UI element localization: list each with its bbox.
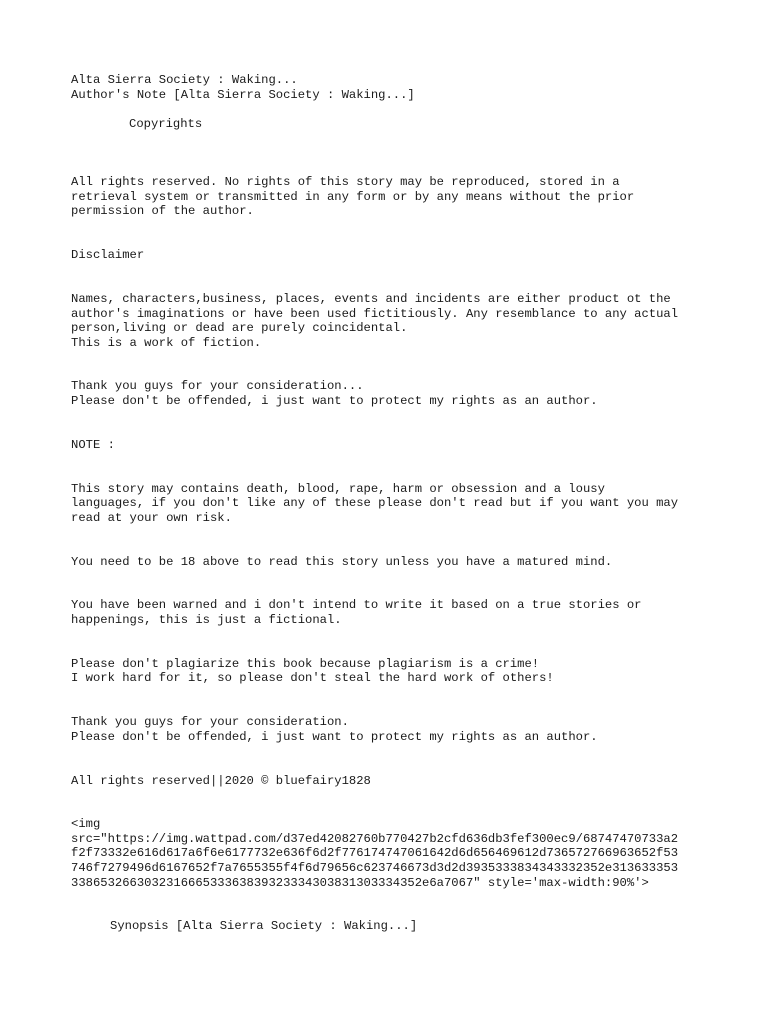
disclaimer-line: author's imaginations or have been used fictitiously. Any resemblance to any actual <box>71 306 679 321</box>
story-title: Alta Sierra Society : Waking... <box>71 73 298 87</box>
thanks-line: Thank you guys for your consideration. <box>71 715 349 730</box>
authors-note-title: Author's Note [Alta Sierra Society : Waking...] <box>71 87 415 102</box>
note-heading: NOTE : <box>71 437 115 452</box>
img-tag-line: src="https://img.wattpad.com/d37ed42082760b770427b2cfd636db3fef300ec9/68747470733a2 <box>71 831 679 846</box>
img-tag-line: <img <box>71 817 101 832</box>
note-line: read at your own risk. <box>71 510 232 525</box>
note-line: This story may contains death, blood, rape, harm or obsession and a lousy <box>71 481 605 496</box>
age-warning-line: You need to be 18 above to read this story unless you have a matured mind. <box>71 554 613 569</box>
plagiarism-line: Please don't plagiarize this book because plagiarism is a crime! <box>71 656 540 671</box>
copyright-line: permission of the author. <box>71 204 254 219</box>
disclaimer-heading: Disclaimer <box>71 248 145 263</box>
img-tag-line: f2f73332e616d617a6f6e6177732e636f6d2f776174747061642d6d656469612d736572766963652f53 <box>71 846 679 861</box>
copyright-line: retrieval system or transmitted in any form or by any means without the prior <box>71 189 635 204</box>
disclaimer-line: person,living or dead are purely coincidental. <box>71 321 408 336</box>
plagiarism-line: I work hard for it, so please don't steal the hard work of others! <box>71 671 554 686</box>
disclaimer-line: This is a work of fiction. <box>71 335 262 350</box>
note-line: languages, if you don't like any of these please don't read but if you want you may <box>71 496 679 511</box>
rights-line: All rights reserved||2020 © bluefairy1828 <box>71 773 371 788</box>
thanks-line: Thank you guys for your consideration... <box>71 379 364 394</box>
synopsis-heading: Synopsis [Alta Sierra Society : Waking...] <box>110 919 418 934</box>
warning-line: You have been warned and i don't intend to write it based on a true stories or <box>71 598 642 613</box>
document-page <box>71 73 711 934</box>
thanks-line: Please don't be offended, i just want to protect my rights as an author. <box>71 394 598 409</box>
warning-line: happenings, this is just a fictional. <box>71 612 342 627</box>
disclaimer-line: Names, characters,business, places, events and incidents are either product ot the <box>71 291 671 306</box>
img-tag-line: 746f7279496d6167652f7a7655355f4f6d79656c623746673d3d2d3935333834343332352e313633353 <box>71 861 679 876</box>
copyright-line: All rights reserved. No rights of this story may be reproduced, stored in a <box>71 175 620 190</box>
img-tag-line: 338653266303231666533363839323334303831303334352e6a7067" style='max-width:90%'> <box>71 875 649 890</box>
thanks-line: Please don't be offended, i just want to protect my rights as an author. <box>71 729 598 744</box>
copyrights-heading: Copyrights <box>129 116 203 131</box>
